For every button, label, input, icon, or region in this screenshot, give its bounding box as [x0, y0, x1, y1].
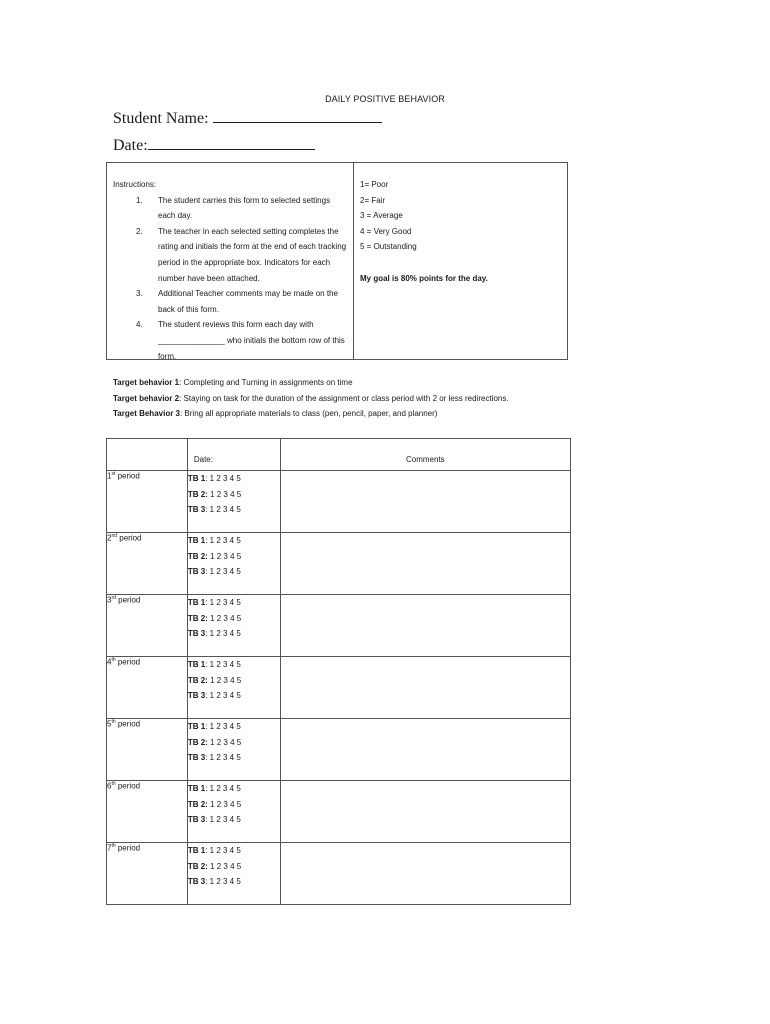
- form-title: DAILY POSITIVE BEHAVIOR: [325, 94, 445, 104]
- rating-scale-item: 2= Fair: [360, 195, 386, 205]
- tb-label: TB 1: [187, 846, 206, 855]
- instructions-heading: Instructions:: [113, 180, 157, 189]
- tb-scale[interactable]: 1 2 3 4 5: [209, 567, 241, 577]
- period-suffix: th: [111, 719, 116, 725]
- instruction-number: 4.: [136, 320, 143, 330]
- tb-label: TB 2:: [187, 799, 208, 809]
- tb-label: TB 2:: [187, 861, 208, 871]
- tb-label: TB 1: [187, 660, 206, 669]
- target-behavior-text: : Staying on task for the duration of the assignment or class period with 2 or less redirections.: [179, 393, 509, 403]
- rating-cell[interactable]: [187, 843, 280, 905]
- tb-label: TB 3: [187, 815, 206, 825]
- table-header-row: [107, 439, 571, 471]
- target-behaviors: [113, 375, 673, 422]
- instruction-item: [113, 224, 349, 286]
- tb-label: TB 3: [187, 877, 206, 887]
- tb-rating-line: TB 1: 1 2 3 4 5: [187, 722, 241, 731]
- rating-scale-item: 4 = Very Good: [360, 226, 412, 236]
- tb-rating-line: [188, 611, 280, 627]
- period-row: [107, 595, 571, 657]
- instructions-list: [113, 193, 349, 365]
- target-behavior-label: Target Behavior 3: [113, 409, 180, 419]
- tb-scale[interactable]: 1 2 3 4 5: [209, 784, 241, 793]
- period-word: period: [117, 719, 141, 729]
- period-row: [107, 657, 571, 719]
- period-suffix: nd: [111, 533, 118, 539]
- tb-rating-line: TB 3: 1 2 3 4 5: [187, 567, 241, 577]
- target-behavior-row: [113, 375, 673, 391]
- tb-scale[interactable]: 1 2 3 4 5: [209, 536, 241, 545]
- tb-rating-line: [188, 859, 280, 875]
- tb-scale[interactable]: 1 2 3 4 5: [210, 551, 242, 561]
- period-word: period: [119, 533, 142, 543]
- period-label-cell: [107, 719, 188, 781]
- tb-scale[interactable]: 1 2 3 4 5: [209, 722, 241, 731]
- rating-cell[interactable]: [187, 471, 280, 533]
- period-word: period: [117, 471, 140, 481]
- target-behavior-row: [113, 406, 673, 422]
- instruction-text: Additional Teacher comments may be made on the back of this form.: [158, 289, 338, 314]
- period-label-cell: [107, 843, 188, 905]
- target-behavior-row: [113, 391, 673, 407]
- tb-label: TB 1: [187, 536, 206, 545]
- instruction-text: The teacher in each selected setting completes the rating and initials the form at the end of each tracking period in the appropriate box. Indicators for each number have been attached.: [158, 226, 347, 283]
- header-comments: Comments: [280, 439, 570, 471]
- rating-cell[interactable]: [187, 719, 280, 781]
- comments-cell[interactable]: [280, 719, 570, 781]
- tb-scale[interactable]: 1 2 3 4 5: [210, 799, 242, 809]
- period-suffix: th: [111, 843, 116, 849]
- period-number: 6: [107, 781, 112, 791]
- period-suffix: th: [111, 781, 116, 787]
- goal-text: My goal is 80% points for the day.: [360, 273, 488, 283]
- tb-label: TB 3: [187, 567, 206, 577]
- instruction-number: 1.: [136, 195, 143, 205]
- rating-scale-item: 3 = Average: [360, 211, 403, 221]
- period-row: [107, 781, 571, 843]
- target-behavior-label: Target behavior 2: [113, 393, 180, 403]
- tb-scale[interactable]: 1 2 3 4 5: [209, 753, 241, 763]
- tb-rating-line: [188, 549, 280, 565]
- rating-scale-panel: [360, 177, 560, 286]
- tb-scale[interactable]: 1 2 3 4 5: [209, 629, 241, 639]
- instruction-item: [113, 193, 349, 224]
- tb-scale[interactable]: 1 2 3 4 5: [209, 474, 241, 483]
- tb-rating-line: TB 3: 1 2 3 4 5: [187, 691, 241, 701]
- period-label-cell: [107, 471, 188, 533]
- rating-cell[interactable]: [187, 781, 280, 843]
- tb-rating-line: [188, 487, 280, 503]
- period-word: period: [117, 657, 141, 667]
- tb-rating-line: TB 3: 1 2 3 4 5: [187, 877, 241, 887]
- instructions-panel: [113, 177, 349, 364]
- tb-scale[interactable]: 1 2 3 4 5: [210, 613, 242, 623]
- period-number: 7: [107, 843, 112, 853]
- instruction-text: The student reviews this form each day with _______________ who initials the bottom row of this form.: [158, 320, 345, 361]
- instructions-divider: [353, 162, 354, 360]
- tb-rating-line: TB 1: 1 2 3 4 5: [187, 536, 241, 545]
- period-suffix: st: [111, 471, 116, 477]
- rating-scale-list: [360, 177, 560, 255]
- target-behavior-text: : Completing and Turning in assignments on time: [179, 378, 353, 387]
- tb-label: TB 2:: [187, 737, 208, 747]
- tb-scale[interactable]: 1 2 3 4 5: [210, 861, 242, 871]
- period-number: 3: [107, 595, 112, 605]
- tb-label: TB 2:: [187, 489, 208, 499]
- student-name-label: Student Name:: [113, 110, 209, 127]
- comments-cell[interactable]: [280, 533, 570, 595]
- target-behavior-text: : Bring all appropriate materials to class (pen, pencil, paper, and planner): [179, 409, 438, 419]
- tb-label: TB 1: [187, 784, 206, 793]
- rating-cell[interactable]: [187, 595, 280, 657]
- period-suffix: rd: [111, 595, 116, 601]
- target-behavior-label: Target behavior 1: [113, 378, 180, 387]
- date-label: Date:: [113, 137, 148, 154]
- tb-rating-line: [188, 673, 280, 689]
- tb-label: TB 2:: [187, 675, 208, 685]
- period-label-cell: [107, 657, 188, 719]
- tb-label: TB 3: [187, 629, 206, 639]
- period-suffix: th: [111, 657, 116, 663]
- tb-label: TB 2:: [187, 551, 208, 561]
- period-number: 4: [107, 657, 112, 667]
- comments-cell[interactable]: [280, 657, 570, 719]
- header-date: Date:: [187, 439, 280, 471]
- comments-cell[interactable]: [280, 595, 570, 657]
- instruction-number: 2.: [136, 226, 143, 236]
- instruction-item: [113, 286, 349, 317]
- student-name-field: [113, 110, 382, 128]
- period-label-cell: [107, 533, 188, 595]
- tb-scale[interactable]: 1 2 3 4 5: [210, 737, 242, 747]
- student-name-line[interactable]: [213, 122, 382, 123]
- tb-label: TB 3: [187, 505, 206, 515]
- tb-scale[interactable]: 1 2 3 4 5: [209, 505, 241, 515]
- header-blank-cell: [107, 439, 188, 471]
- date-field: [113, 137, 315, 155]
- behavior-tracking-table: [106, 438, 571, 905]
- tb-scale[interactable]: 1 2 3 4 5: [209, 846, 241, 855]
- tb-label: TB 2:: [187, 613, 208, 623]
- tb-label: TB 3: [187, 691, 206, 701]
- period-row: [107, 533, 571, 595]
- period-number: 1: [107, 471, 112, 481]
- instruction-text: The student carries this form to selected settings each day.: [158, 195, 331, 221]
- tb-rating-line: TB 1: 1 2 3 4 5: [187, 474, 241, 483]
- tb-scale[interactable]: 1 2 3 4 5: [209, 598, 241, 607]
- rating-scale-item: 1= Poor: [360, 180, 389, 189]
- tb-scale[interactable]: 1 2 3 4 5: [209, 877, 241, 887]
- tb-scale[interactable]: 1 2 3 4 5: [210, 489, 242, 499]
- tb-rating-line: TB 1: 1 2 3 4 5: [187, 660, 241, 669]
- period-word: period: [117, 843, 141, 853]
- tb-label: TB 1: [187, 474, 206, 483]
- instruction-item: [113, 317, 349, 364]
- period-label-cell: [107, 595, 188, 657]
- tb-rating-line: [188, 797, 280, 813]
- comments-cell[interactable]: [280, 781, 570, 843]
- tb-scale[interactable]: 1 2 3 4 5: [209, 691, 241, 701]
- period-label-cell: [107, 781, 188, 843]
- instruction-number: 3.: [136, 289, 143, 299]
- tb-label: TB 1: [187, 722, 206, 731]
- date-line[interactable]: [148, 149, 315, 150]
- tb-rating-line: TB 1: 1 2 3 4 5: [187, 598, 241, 607]
- tb-scale[interactable]: 1 2 3 4 5: [209, 660, 241, 669]
- comments-cell[interactable]: [280, 843, 570, 905]
- period-row: [107, 843, 571, 905]
- rating-cell[interactable]: [187, 657, 280, 719]
- rating-cell[interactable]: [187, 533, 280, 595]
- tb-rating-line: TB 1: 1 2 3 4 5: [187, 784, 241, 793]
- period-number: 5: [107, 719, 112, 729]
- tb-rating-line: TB 1: 1 2 3 4 5: [187, 846, 241, 855]
- tb-label: TB 1: [187, 598, 206, 607]
- tb-rating-line: TB 3: 1 2 3 4 5: [187, 815, 241, 825]
- tb-rating-line: TB 3: 1 2 3 4 5: [187, 505, 241, 515]
- tb-scale[interactable]: 1 2 3 4 5: [209, 815, 241, 825]
- period-row: [107, 719, 571, 781]
- period-row: [107, 471, 571, 533]
- tb-rating-line: TB 3: 1 2 3 4 5: [187, 629, 241, 639]
- comments-cell[interactable]: [280, 471, 570, 533]
- tb-scale[interactable]: 1 2 3 4 5: [210, 675, 242, 685]
- period-number: 2: [107, 533, 112, 543]
- tb-label: TB 3: [187, 753, 206, 763]
- tb-rating-line: [188, 735, 280, 751]
- tb-rating-line: TB 3: 1 2 3 4 5: [187, 753, 241, 763]
- period-word: period: [118, 595, 141, 605]
- rating-scale-item: 5 = Outstanding: [360, 242, 417, 252]
- period-word: period: [117, 781, 141, 791]
